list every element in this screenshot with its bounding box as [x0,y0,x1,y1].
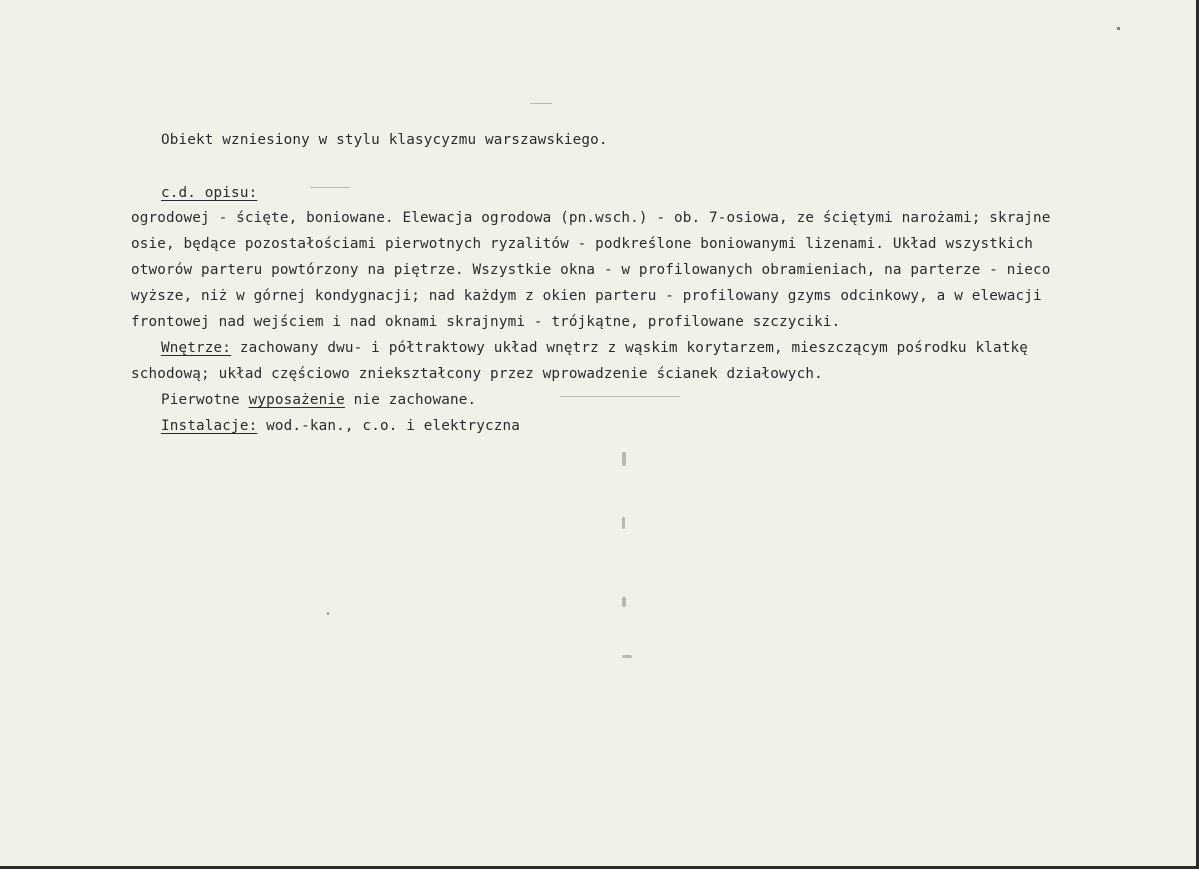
body-line: ogrodowej - ścięte, boniowane. Elewacja ogrodowa (pn.wsch.) - ob. 7-osiowa, ze ściętymi narożami; skrajne [131,210,1051,226]
installations-text: wod.-kan., c.o. i elektryczna [257,418,521,434]
section-heading: c.d. opisu: [161,185,258,201]
scan-speck [560,396,680,397]
body-line: osie, będące pozostałościami pierwotnych ryzalitów - podkreślone boniowanymi lizenami. Układ wszystkich [131,236,1034,252]
scan-speck [622,597,626,607]
interior-label: Wnętrze: [161,340,232,356]
scan-speck [622,655,632,658]
intro-line: Obiekt wzniesiony w stylu klasycyzmu warszawskiego. [161,132,608,148]
interior-paragraph-line-1 [161,335,1028,361]
body-line: wyższe, niż w górnej kondygnacji; nad każdym z okien parteru - profilowany gzyms odcinkowy, a w elewacji [131,288,1042,304]
equipment-prefix: Pierwotne [161,392,249,408]
equipment-suffix: nie zachowane. [344,392,477,408]
installations-line [161,413,520,439]
scan-speck [530,103,552,104]
installations-label: Instalacje: [161,418,258,434]
scan-speck [1117,27,1120,30]
scan-speck [622,517,625,529]
scan-speck [310,187,350,188]
interior-paragraph-line-2: schodową; układ częściowo zniekształcony przez wprowadzenie ścianek działowych. [131,366,823,382]
scan-speck [622,452,626,466]
equipment-label: wyposażenie [248,392,345,408]
body-line: frontowej nad wejściem i nad oknami skrajnymi - trójkątne, profilowane szczyciki. [131,314,841,330]
body-line: otworów parteru powtórzony na piętrze. Wszystkie okna - w profilowanych obramieniach, na parterze - nieco [131,262,1051,278]
equipment-line [161,387,476,413]
interior-text: zachowany dwu- i półtraktowy układ wnętrz z wąskim korytarzem, mieszczącym pośrodku klatkę [231,340,1028,356]
scan-speck [327,612,329,615]
